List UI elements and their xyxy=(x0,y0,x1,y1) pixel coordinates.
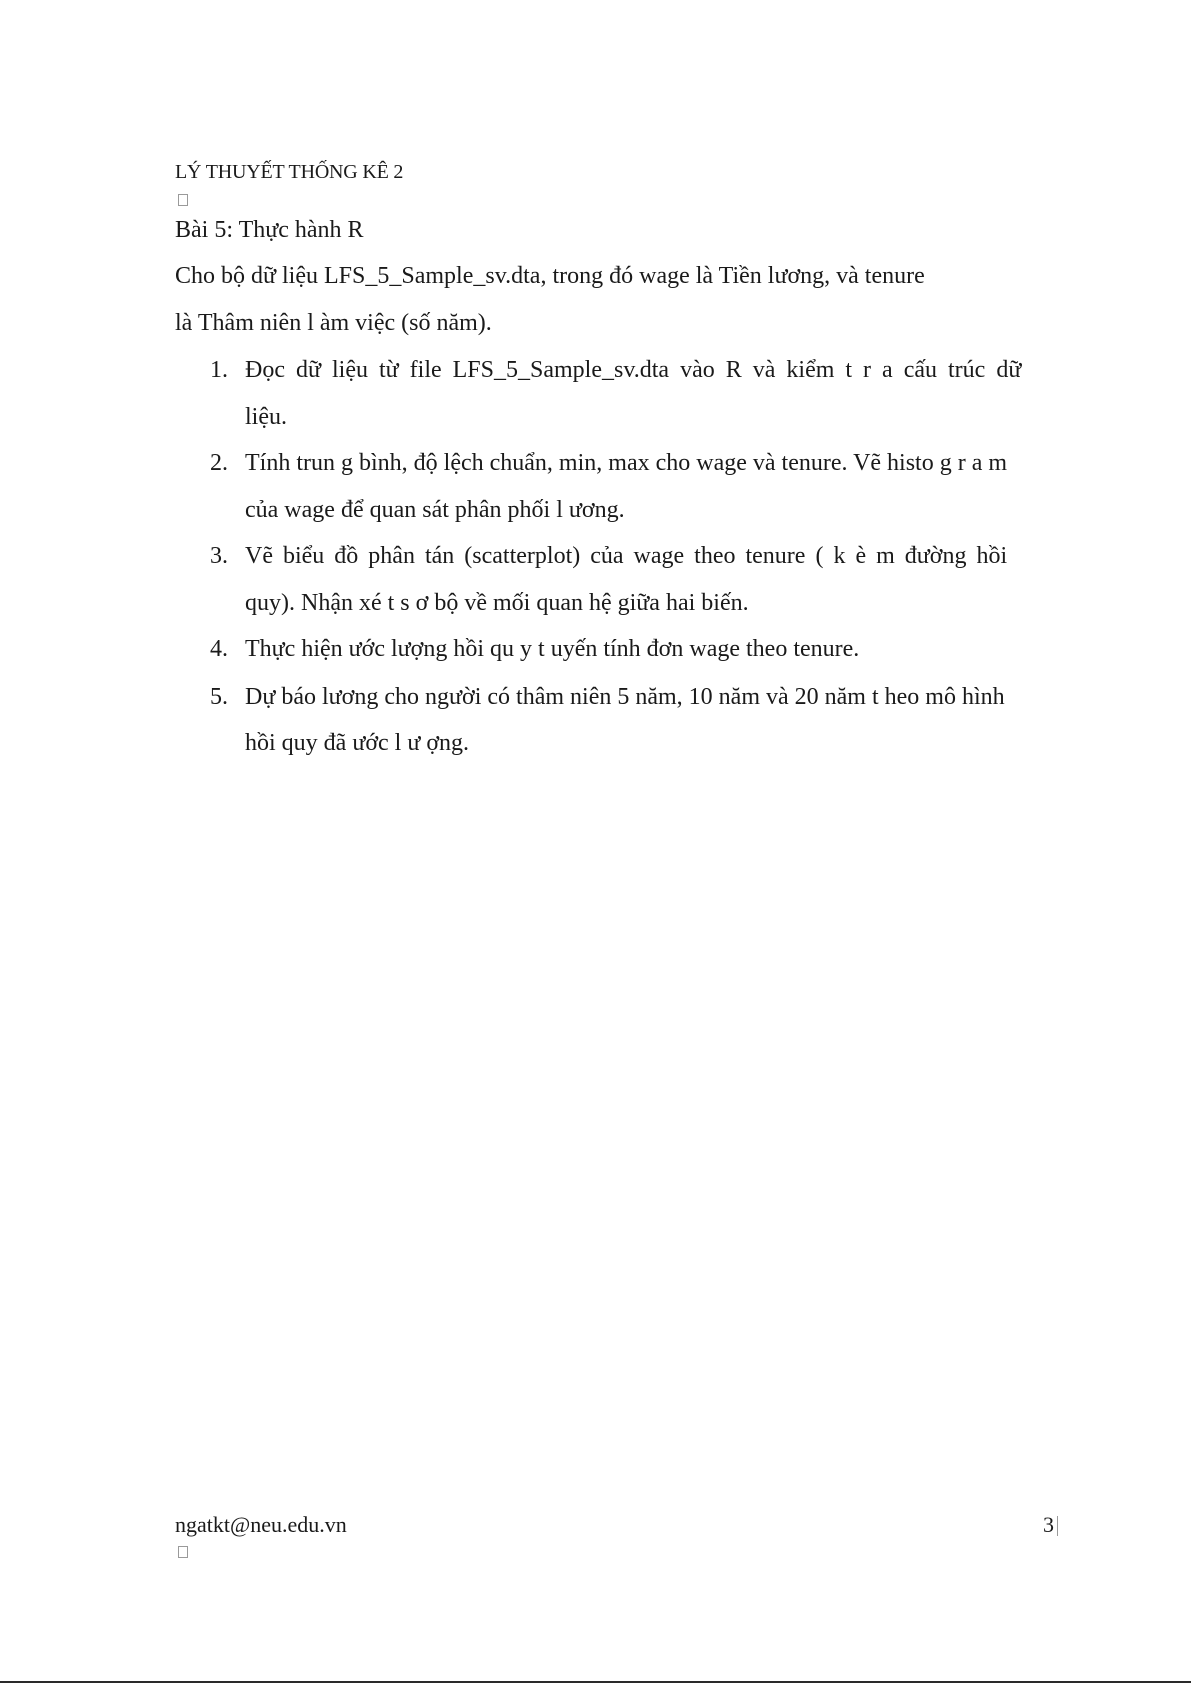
task-number: 3. xyxy=(210,543,228,569)
page-number: 3 xyxy=(1043,1512,1054,1537)
intro-paragraph-line-1: Cho bộ dữ liệu LFS_5_Sample_sv.dta, trong đó wage là Tiền lương, và tenure xyxy=(175,263,925,289)
task-text: Tính trun g bình, độ lệch chuẩn, min, max cho wage và tenure. Vẽ histo g r a m xyxy=(245,450,1008,476)
missing-glyph-box xyxy=(178,1546,188,1558)
page-header: LÝ THUYẾT THỐNG KÊ 2 xyxy=(175,161,404,183)
task-number: 4. xyxy=(210,636,228,662)
page-number-separator xyxy=(1057,1516,1058,1536)
footer-email: ngatkt@neu.edu.vn xyxy=(175,1512,347,1537)
task-text: Thực hiện ước lượng hồi qu y t uyến tính đơn wage theo tenure. xyxy=(245,636,860,662)
task-text: hồi quy đã ước l ư ợng. xyxy=(245,730,470,756)
exercise-title: Bài 5: Thực hành R xyxy=(175,217,364,243)
bottom-rule xyxy=(0,1681,1191,1683)
task-text: của wage để quan sát phân phối l ương. xyxy=(245,497,625,523)
task-text: liệu. xyxy=(245,404,287,430)
intro-paragraph-line-2: là Thâm niên l àm việc (số năm). xyxy=(175,310,492,336)
task-text: quy). Nhận xé t s ơ bộ về mối quan hệ giữa hai biến. xyxy=(245,590,749,616)
missing-glyph-box xyxy=(178,194,188,206)
task-text: Dự báo lương cho người có thâm niên 5 năm, 10 năm và 20 năm t heo mô hình xyxy=(245,684,1005,710)
task-number: 2. xyxy=(210,450,228,476)
task-text: Đọc dữ liệu từ file LFS_5_Sample_sv.dta vào R và kiểm t r a cấu trúc dữ xyxy=(245,357,1022,383)
task-text: Vẽ biểu đồ phân tán (scatterplot) của wage theo tenure ( k è m đường hồi xyxy=(245,543,1008,569)
task-number: 1. xyxy=(210,357,228,383)
task-number: 5. xyxy=(210,684,228,710)
